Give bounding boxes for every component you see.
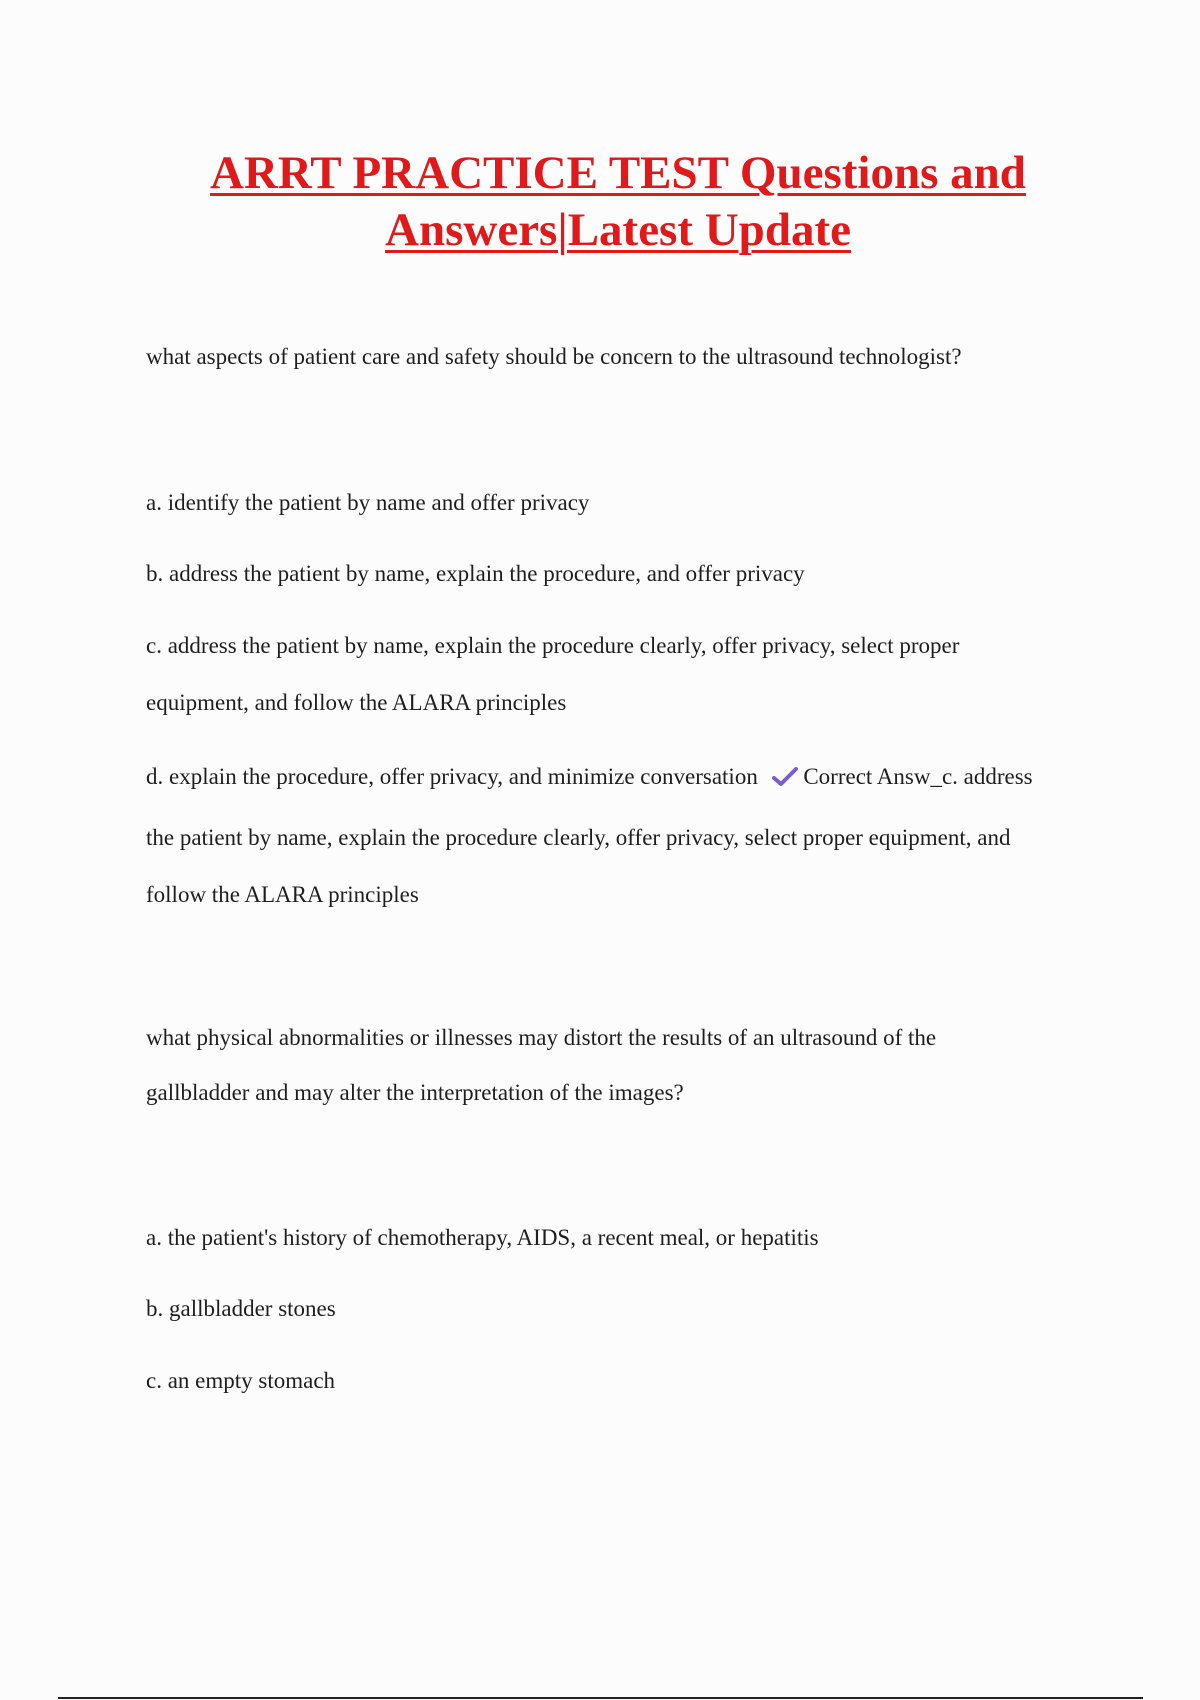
- document-title: [0, 145, 1200, 259]
- question-1-option-c-cont: equipment, and follow the ALARA principles: [146, 690, 567, 715]
- correct-answer-label: Correct Answ_c. address: [803, 764, 1033, 789]
- question-1-option-d-row: [146, 764, 1033, 790]
- question-2-option-b: b. gallbladder stones: [146, 1296, 336, 1321]
- question-1-text: what aspects of patient care and safety should be concern to the ultrasound technologist?: [146, 344, 962, 369]
- title-line-1: ARRT PRACTICE TEST Questions and: [210, 147, 1026, 199]
- question-1-option-a: a. identify the patient by name and offer privacy: [146, 490, 590, 515]
- question-2-option-a: a. the patient's history of chemotherapy, AIDS, a recent meal, or hepatitis: [146, 1225, 819, 1250]
- question-2-text-line-2: gallbladder and may alter the interpretation of the images?: [146, 1080, 684, 1105]
- correct-answer-cont-2: follow the ALARA principles: [146, 882, 419, 907]
- title-line-2: Answers|Latest Update: [385, 204, 851, 256]
- footer-divider: [58, 1697, 1143, 1699]
- question-2-text-line-1: what physical abnormalities or illnesses may distort the results of an ultrasound of the: [146, 1025, 937, 1050]
- question-1-option-c: c. address the patient by name, explain the procedure clearly, offer privacy, select proper: [146, 633, 960, 658]
- question-1-option-d: d. explain the procedure, offer privacy, and minimize conversation: [146, 764, 758, 789]
- question-2-option-c: c. an empty stomach: [146, 1368, 336, 1393]
- question-1-option-b: b. address the patient by name, explain the procedure, and offer privacy: [146, 561, 805, 586]
- checkmark-icon: [772, 767, 798, 787]
- correct-answer-cont-1: the patient by name, explain the procedure clearly, offer privacy, select proper equipment, and: [146, 825, 1011, 850]
